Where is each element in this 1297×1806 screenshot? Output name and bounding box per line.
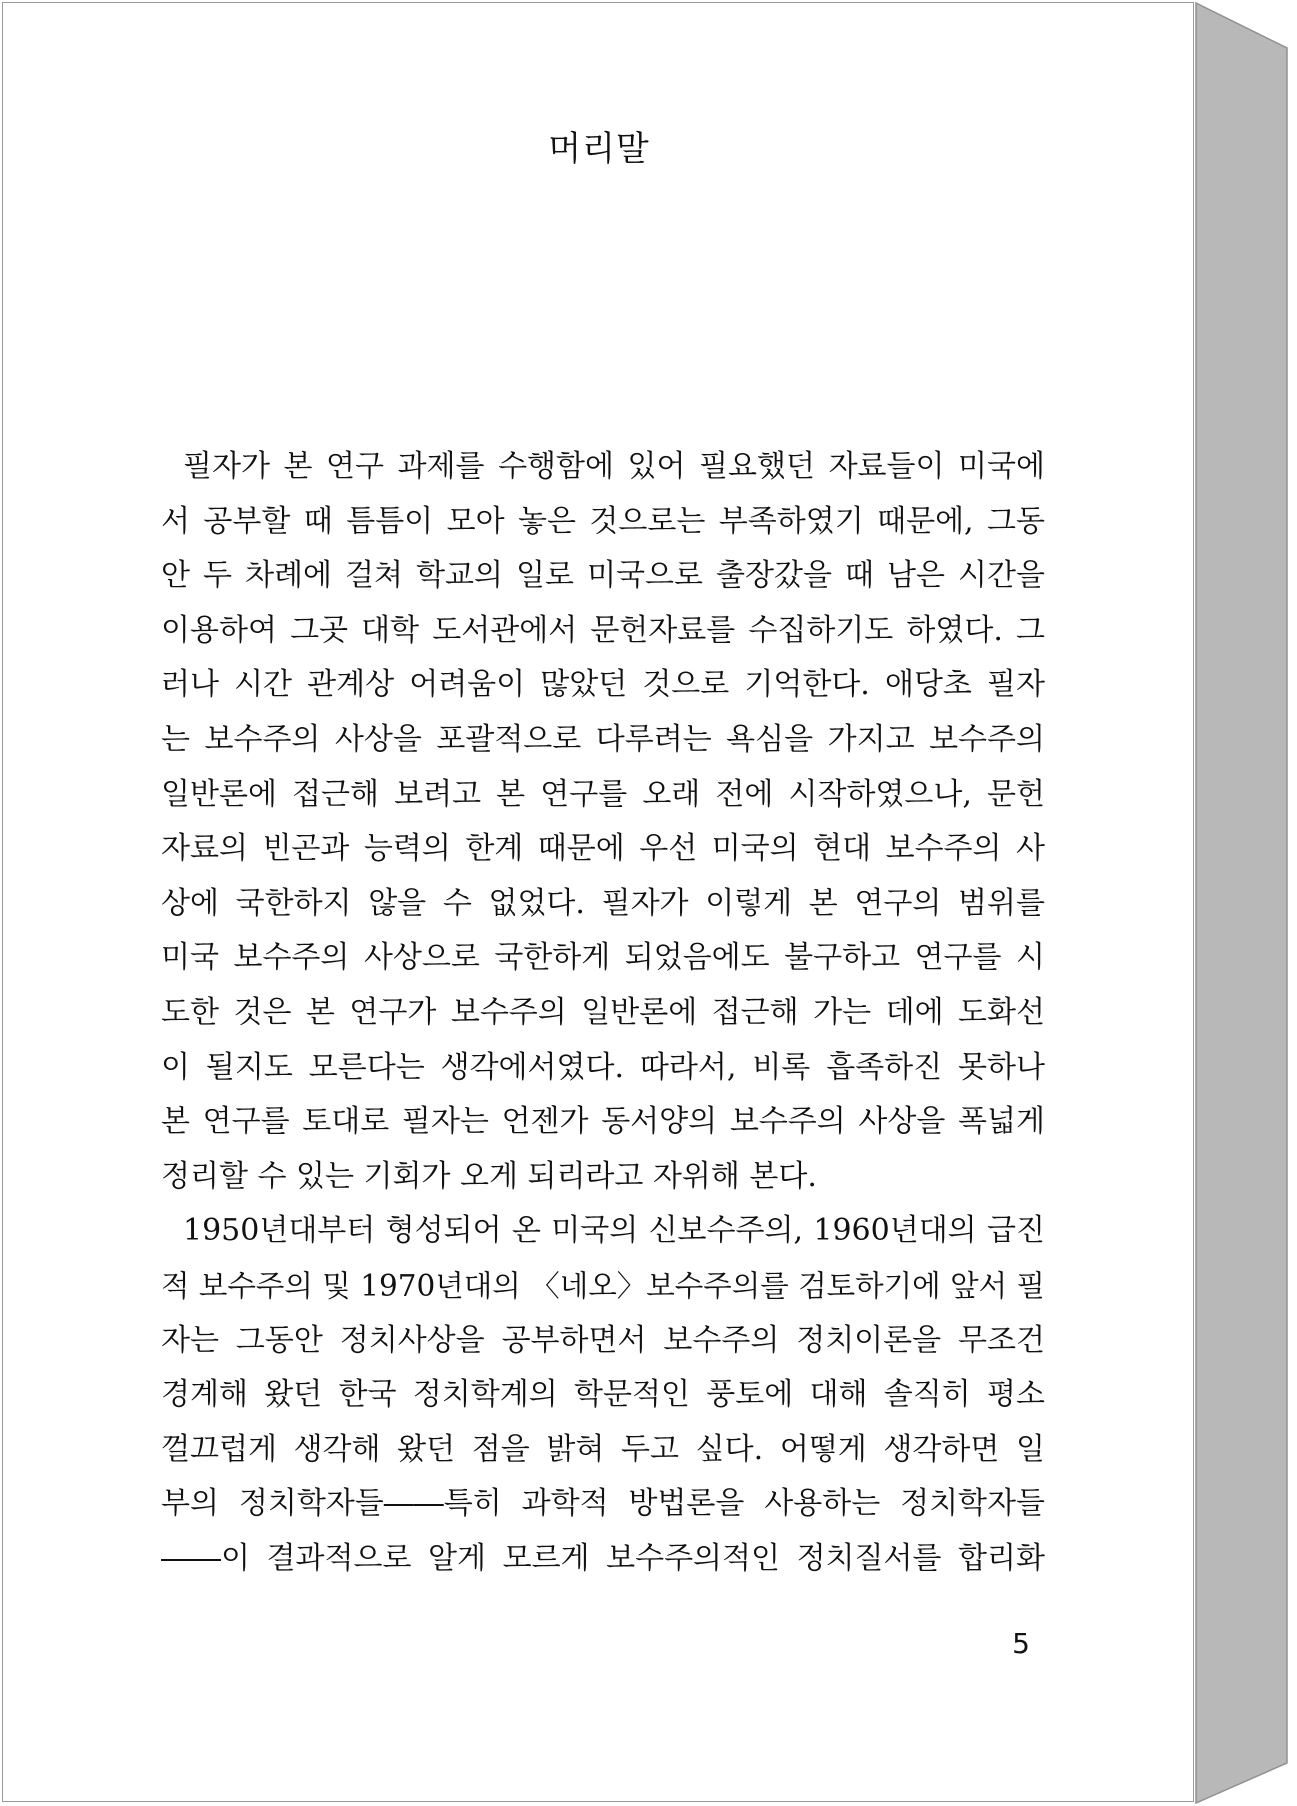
text-line: 경계해 왔던 한국 정치학계의 학문적인 풍토에 대해 솔직히 평소 <box>161 1377 1045 1413</box>
text-line: 필자가 본 연구 과제를 수행함에 있어 필요했던 자료들이 미국에 <box>183 449 1045 484</box>
body-text <box>161 440 1045 1586</box>
text-line: 이용하여 그곳 대학 도서관에서 문헌자료를 수집하기도 하였다. 그 <box>161 612 1045 648</box>
text-line: ――이 결과적으로 알게 모르게 보수주의적인 정치질서를 합리화 <box>161 1540 1045 1576</box>
page-number: 5 <box>1012 1627 1030 1660</box>
page-title: 머리말 <box>548 129 650 169</box>
text-line: 미국 보수주의 사상으로 국한하게 되었음에도 불구하고 연구를 시 <box>161 940 1045 976</box>
text-line: 정리할 수 있는 기회가 오게 되리라고 자위해 본다. <box>161 1158 817 1194</box>
text-line: 러나 시간 관계상 어려움이 많았던 것으로 기억한다. 애당초 필자 <box>161 667 1045 703</box>
text-line: 안 두 차례에 걸쳐 학교의 일로 미국으로 출장갔을 때 남은 시간을 <box>161 558 1045 594</box>
page <box>2 2 1194 1802</box>
text-line: 껄끄럽게 생각해 왔던 점을 밝혀 두고 싶다. 어떻게 생각하면 일 <box>161 1431 1045 1467</box>
text-line: 서 공부할 때 틈틈이 모아 놓은 것으로는 부족하였기 때문에, 그동 <box>161 503 1045 539</box>
text-line: 도한 것은 본 연구가 보수주의 일반론에 접근해 가는 데에 도화선 <box>161 994 1045 1030</box>
text-line: 는 보수주의 사상을 포괄적으로 다루려는 욕심을 가지고 보수주의 <box>161 721 1045 757</box>
text-line: 본 연구를 토대로 필자는 언젠가 동서양의 보수주의 사상을 폭넓게 <box>161 1104 1045 1140</box>
text-line: 1950년대부터 형성되어 온 미국의 신보수주의, 1960년대의 급진 <box>183 1213 1045 1249</box>
text-line: 자는 그동안 정치사상을 공부하면서 보수주의 정치이론을 무조건 <box>161 1322 1045 1358</box>
paragraph-1 <box>161 440 1045 1204</box>
text-line: 적 보수주의 및 1970년대의 〈네오〉보수주의를 검토하기에 앞서 필 <box>161 1268 1045 1303</box>
text-line: 부의 정치학자들――특히 과학적 방법론을 사용하는 정치학자들 <box>161 1486 1045 1522</box>
text-line: 자료의 빈곤과 능력의 한계 때문에 우선 미국의 현대 보수주의 사 <box>161 831 1045 867</box>
paragraph-2 <box>161 1204 1045 1586</box>
text-line: 일반론에 접근해 보려고 본 연구를 오래 전에 시작하였으나, 문헌 <box>161 776 1045 812</box>
text-line: 상에 국한하지 않을 수 없었다. 필자가 이렇게 본 연구의 범위를 <box>161 885 1045 921</box>
text-line: 이 될지도 모른다는 생각에서였다. 따라서, 비록 흡족하진 못하나 <box>161 1049 1045 1085</box>
